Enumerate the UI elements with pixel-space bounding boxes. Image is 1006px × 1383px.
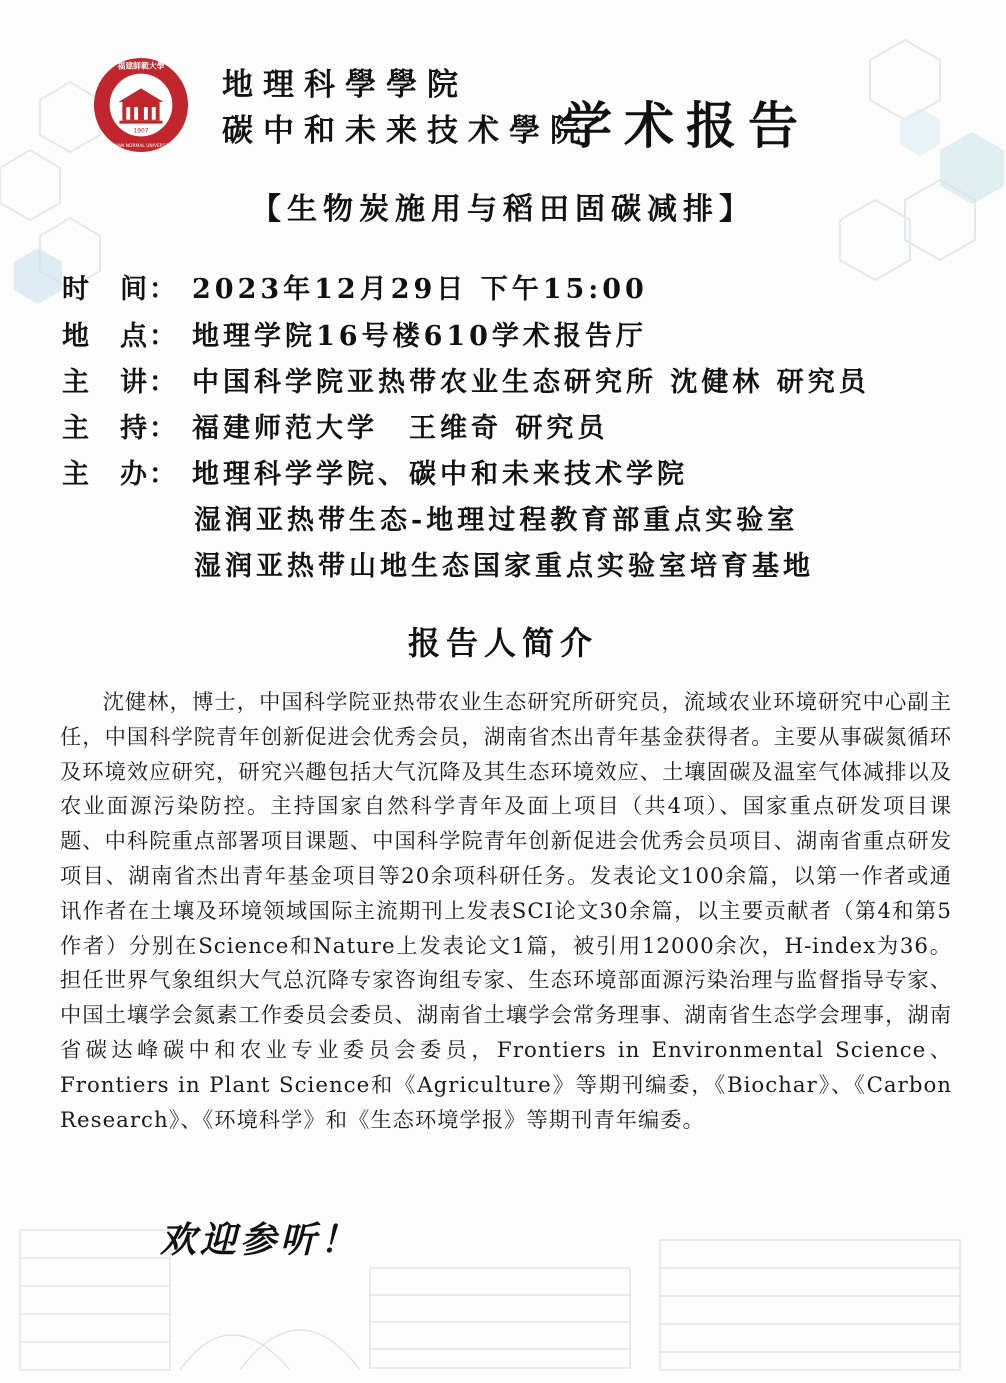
hexagon-filled [14,248,62,304]
place-label: 地 点： [62,321,178,352]
organizer-line: 地理科学学院、碳中和未来技术学院 [192,459,688,490]
section-title: 报告人简介 [407,624,598,662]
organizer-line: 湿润亚热带山地生态国家重点实验室培育基地 [194,551,814,582]
hexagon-outline [870,40,940,120]
svg-text:1907: 1907 [133,128,149,135]
speaker-label: 主 讲： [62,367,178,398]
info-host [62,409,608,449]
host-value: 福建师范大学 王维奇 研究员 [192,413,609,444]
svg-text:福建師範大學: 福建師範大學 [117,61,165,71]
organizer-line: 湿润亚热带生态-地理过程教育部重点实验室 [194,505,799,536]
time-label: 时 间： [62,274,178,305]
info-speaker [62,363,870,403]
speaker-value: 中国科学院亚热带农业生态研究所 沈健林 研究员 [192,367,870,398]
time-value: 2023年12月29日 下午15:00 [192,274,648,305]
organizer-header [222,62,591,154]
page-title: 学术报告 [562,96,810,155]
report-topic: 【生物炭施用与稻田固碳减排】 [251,192,755,227]
place-value: 地理学院16号楼610学术报告厅 [192,321,647,352]
welcome-text: 欢迎参听！ [160,1219,361,1261]
org-name-line2: 碳中和未来技术學院 [222,113,591,149]
org-name-line1: 地理科學學院 [222,67,468,103]
info-time [62,270,648,310]
info-place [62,317,647,357]
hexagon-filled [900,108,940,156]
speaker-bio: 沈健林，博士，中国科学院亚热带农业生态研究所研究员，流域农业环境研究中心副主任，中国科学院青年创新促进会优秀会员，湖南省杰出青年基金获得者。主要从事碳氮循环及环境效应研究，研究兴趣包括大气沉降及其生态环境效应、土壤固碳及温室气体减排以及农业面源污染防控。主持国家自然科学青年及面上项目（共4项）、国家重点研发项目课题、中科院重点部署项目课题、中国科学院青年创新促进会优秀会员项目、湖南省重点研发项目、湖南省杰出青年基金项目等20余项科研任务。发表论文100余篇，以第一作者或通讯作者在土壤及环境领域国际主流期刊上发表SCI论文30余篇，以主要贡献者（第4和第5作者）分别在Science和Nature上发表论文1篇，被引用12000余次，H-index为36。担任世界气象组织大气总沉降专家咨询组专家、生态环境部面源污染治理与监督指导专家、中国土壤学会氮素工作委员会委员、湖南省土壤学会常务理事、湖南省生态学会理事，湖南省碳达峰碳中和农业专业委员会委员，Frontiers in Environmental Science、Frontiers in Plant Science和《Agriculture》等期刊编委，《Biochar》、《Carbon Research》、《环境科学》和《生态环境学报》等期刊青年编委。 [60,690,952,1133]
host-label: 主 持： [62,413,178,444]
organizer-label: 主 办： [62,459,178,490]
info-organizer [62,455,688,495]
svg-text:FUJIAN NORMAL UNIVERSITY: FUJIAN NORMAL UNIVERSITY [109,144,173,150]
hexagon-outline [40,82,100,152]
university-seal-icon [92,56,190,154]
